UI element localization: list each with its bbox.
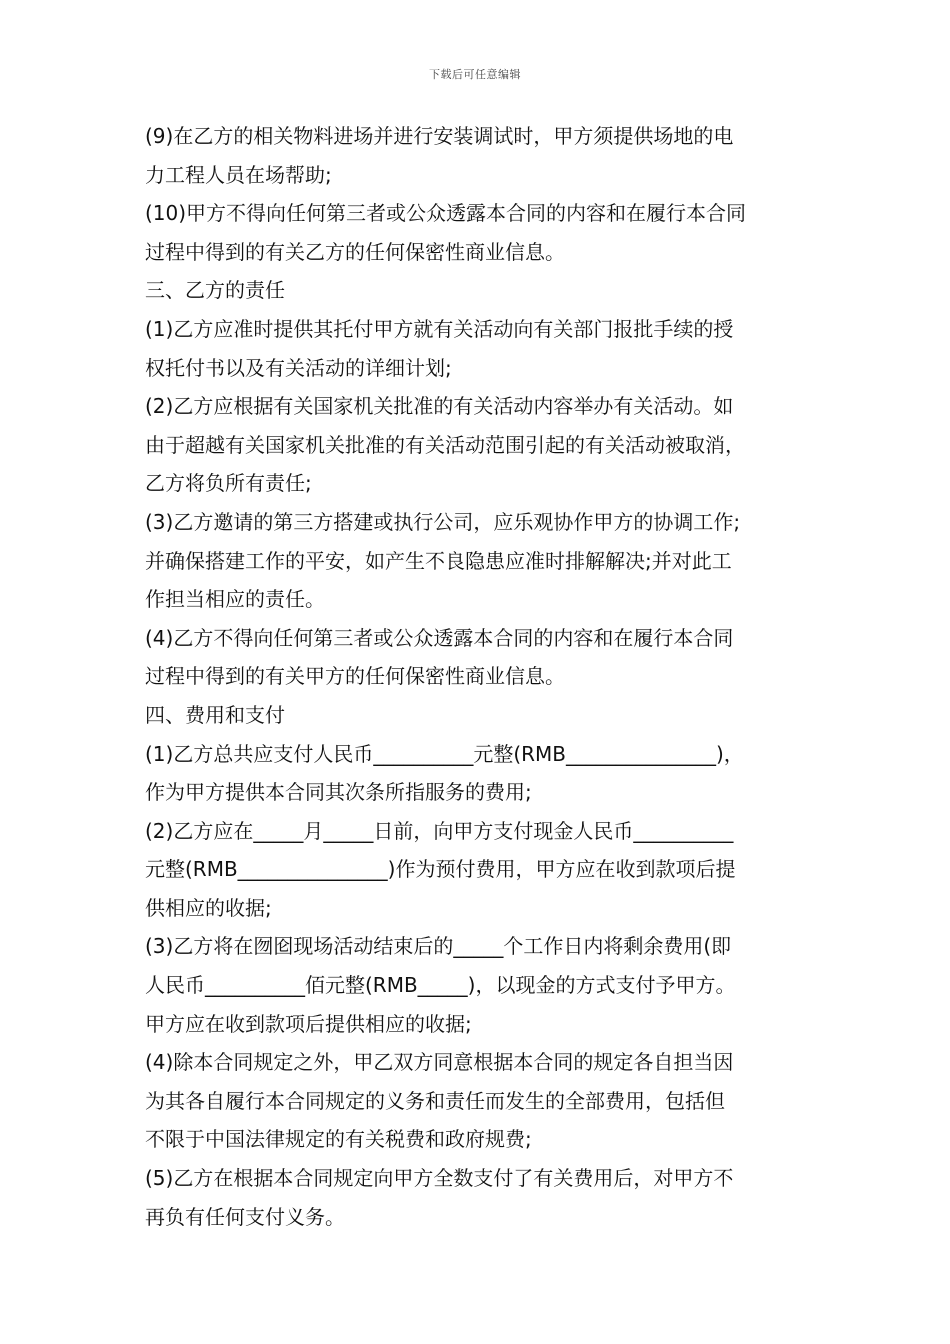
text-line: (9)在乙方的相关物料进场并进行安装调试时，甲方须提供场地的电 [145, 124, 734, 148]
text-line: (1)乙方总共应支付人民币__________元整(RMB_______________)， [145, 741, 744, 766]
text-line: 乙方将负所有责任; [145, 471, 312, 496]
document-body [145, 117, 815, 1236]
text-line: 权托付书以及有关活动的详细计划; [145, 355, 452, 380]
text-line: 人民币__________佰元整(RMB_____)，以现金的方式支付予甲方。 [145, 973, 736, 998]
text-line: 甲方应在收到款项后提供相应的收据; [145, 1011, 472, 1036]
section-heading: 三、乙方的责任 [145, 278, 285, 303]
text-line: 为其各自履行本合同规定的义务和责任而发生的全部费用，包括但 [145, 1088, 725, 1113]
text-line: (4)除本合同规定之外，甲乙双方同意根据本合同的规定各自担当因 [145, 1050, 734, 1075]
text-line: 供相应的收据; [145, 895, 272, 920]
text-line: 并确保搭建工作的平安，如产生不良隐患应准时排解解决;并对此工 [145, 548, 732, 573]
text-line: 不限于中国法律规定的有关税费和政府规费; [145, 1127, 532, 1152]
text-line: (4)乙方不得向任何第三者或公众透露本合同的内容和在履行本合同 [145, 625, 734, 650]
text-line: (5)乙方在根据本合同规定向甲方全数支付了有关费用后，对甲方不 [145, 1166, 734, 1191]
text-line: (10)甲方不得向任何第三者或公众透露本合同的内容和在履行本合同 [145, 201, 747, 226]
text-line: 作为甲方提供本合同其次条所指服务的费用; [145, 780, 532, 805]
text-line: (3)乙方将在囫囵现场活动结束后的_____个工作日内将剩余费用(即 [145, 934, 732, 959]
text-line: (2)乙方应在_____月_____日前，向甲方支付现金人民币__________ [145, 818, 734, 843]
text-line: 再负有任何支付义务。 [145, 1204, 345, 1229]
text-line: 元整(RMB_______________)作为预付费用，甲方应在收到款项后提 [145, 857, 736, 882]
page-header: 下载后可任意编辑 [429, 68, 521, 81]
text-line: (2)乙方应根据有关国家机关批准的有关活动内容举办有关活动。如 [145, 394, 734, 419]
text-line: (3)乙方邀请的第三方搭建或执行公司，应乐观协作甲方的协调工作; [145, 509, 741, 534]
text-line: (1)乙方应准时提供其托付甲方就有关活动向有关部门报批手续的授 [145, 316, 734, 341]
text-line: 力工程人员在场帮助; [145, 162, 332, 187]
text-line: 作担当相应的责任。 [145, 587, 325, 612]
section-heading: 四、费用和支付 [145, 702, 285, 727]
text-line: 过程中得到的有关甲方的任何保密性商业信息。 [145, 664, 565, 689]
text-line: 过程中得到的有关乙方的任何保密性商业信息。 [145, 239, 565, 264]
text-line: 由于超越有关国家机关批准的有关活动范围引起的有关活动被取消， [145, 432, 745, 457]
